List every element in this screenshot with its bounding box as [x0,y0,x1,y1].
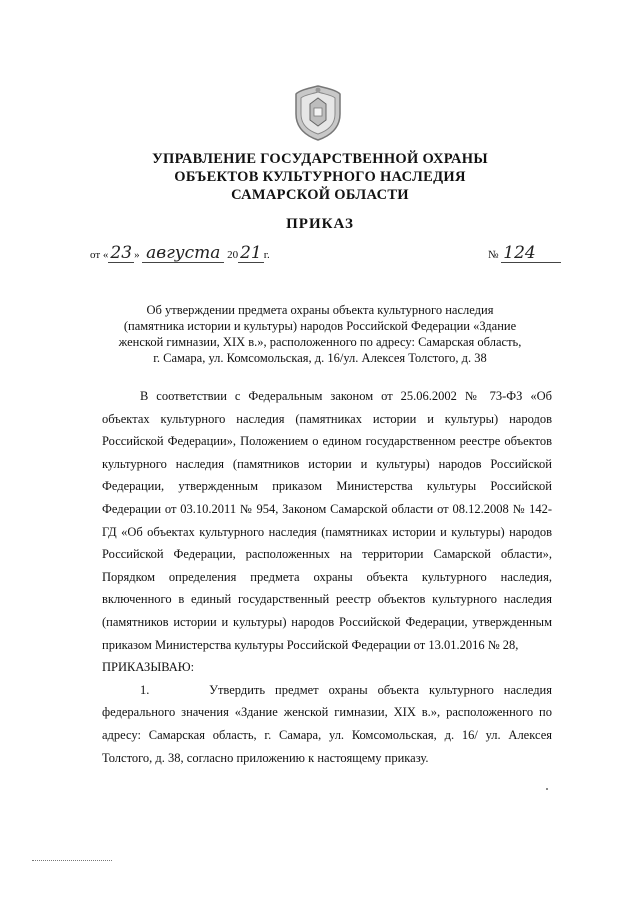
org-line-3: САМАРСКОЙ ОБЛАСТИ [231,187,409,203]
number-prefix: № [488,249,499,261]
date-year: 21 [240,243,262,263]
date-prefix: от « [90,249,109,261]
date-year-prefix: 20 [227,249,239,261]
document-type: ПРИКАЗ [286,216,354,232]
date-separator: » [134,249,140,261]
org-line-1: УПРАВЛЕНИЕ ГОСУДАРСТВЕННОЙ ОХРАНЫ [152,151,488,167]
order-word: ПРИКАЗЫВАЮ: [102,660,195,675]
date-suffix: г. [263,249,270,261]
number-value: 124 [501,244,561,263]
footer-line [32,860,112,861]
order-date [90,244,270,263]
date-month: августа [142,244,224,263]
order-subject [100,302,540,366]
subject-line-1: Об утверждении предмета охраны объекта культурного наследия [146,303,494,317]
subject-line-4: г. Самара, ул. Комсомольская, д. 16/ул. Алексея Толстого, д. 38 [153,351,487,365]
date-day: 23 [110,243,133,263]
coat-of-arms-icon [292,84,344,142]
order-body [102,385,552,769]
scan-mark [546,788,548,790]
org-line-2: ОБЪЕКТОВ КУЛЬТУРНОГО НАСЛЕДИЯ [174,169,466,185]
subject-line-2: (памятника истории и культуры) народов Российской Федерации «Здание [123,319,517,333]
organization-name [0,150,640,204]
preamble-paragraph: В соответствии с Федеральным законом от 25.06.2002 № 73-ФЗ «Об объектах культурного наследия (памятниках истории и культуры) народов Российской Федерации», Положением о едином государственном реестре объектов культурного наследия (памятников истории и культуры) народов Российской Федерации, утвержденным приказом Министерства культуры Российской Федерации от 03.10.2011 № 954, Законом Самарской области от 08.12.2008 № 142-ГД «Об объектах культурного наследия (памятниках истории и культуры) народов Российской Федерации, расположенных на территории Самарской области», Порядком определения предмета охраны объекта культурного наследия, включенного в единый государственный реестр объектов культурного наследия (памятников истории и культуры) народов Российской Федерации, утвержденным приказом Министерства культуры Российской Федерации от 13.01.2016 № 28, [102,389,552,652]
subject-line-3: женской гимназии, XIX в.», расположенного по адресу: Самарская область, [118,335,522,349]
order-number [488,244,561,263]
order-item-1: 1. Утвердить предмет охраны объекта культурного наследия федерального значения «Здание женской гимназии, XIX в.», расположенного по адресу: Самарская область, г. Самара, ул. Комсомольская, д. 16/ ул. Алексея Толстого, д. 38, согласно приложению к настоящему приказу. [102,682,552,765]
